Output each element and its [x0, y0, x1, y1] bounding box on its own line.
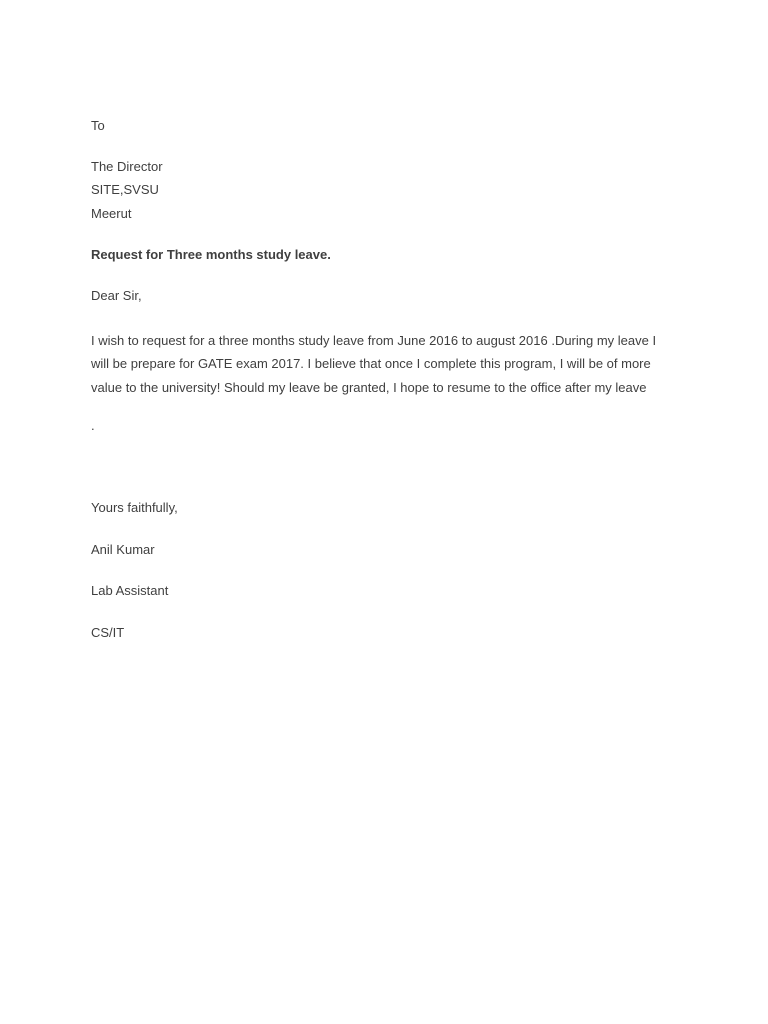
recipient-city: Meerut — [91, 206, 132, 221]
letter-subject: Request for Three months study leave. — [91, 247, 331, 262]
recipient-title: The Director — [91, 159, 163, 174]
to-label: To — [91, 118, 105, 133]
body-line: value to the university! Should my leave be granted, I hope to resume to the office after my leave — [91, 379, 647, 395]
salutation: Dear Sir, — [91, 288, 142, 303]
body-line: will be prepare for GATE exam 2017. I believe that once I complete this program, I will be of more — [91, 356, 651, 372]
trailing-period: . — [91, 418, 95, 433]
closing: Yours faithfully, — [91, 500, 178, 515]
sender-name: Anil Kumar — [91, 542, 155, 557]
recipient-organization: SITE,SVSU — [91, 182, 159, 197]
sender-designation: Lab Assistant — [91, 583, 169, 598]
sender-department: CS/IT — [91, 625, 125, 640]
body-line: I wish to request for a three months study leave from June 2016 to august 2016 .During my leave I — [91, 333, 657, 348]
letter-body — [91, 329, 671, 399]
